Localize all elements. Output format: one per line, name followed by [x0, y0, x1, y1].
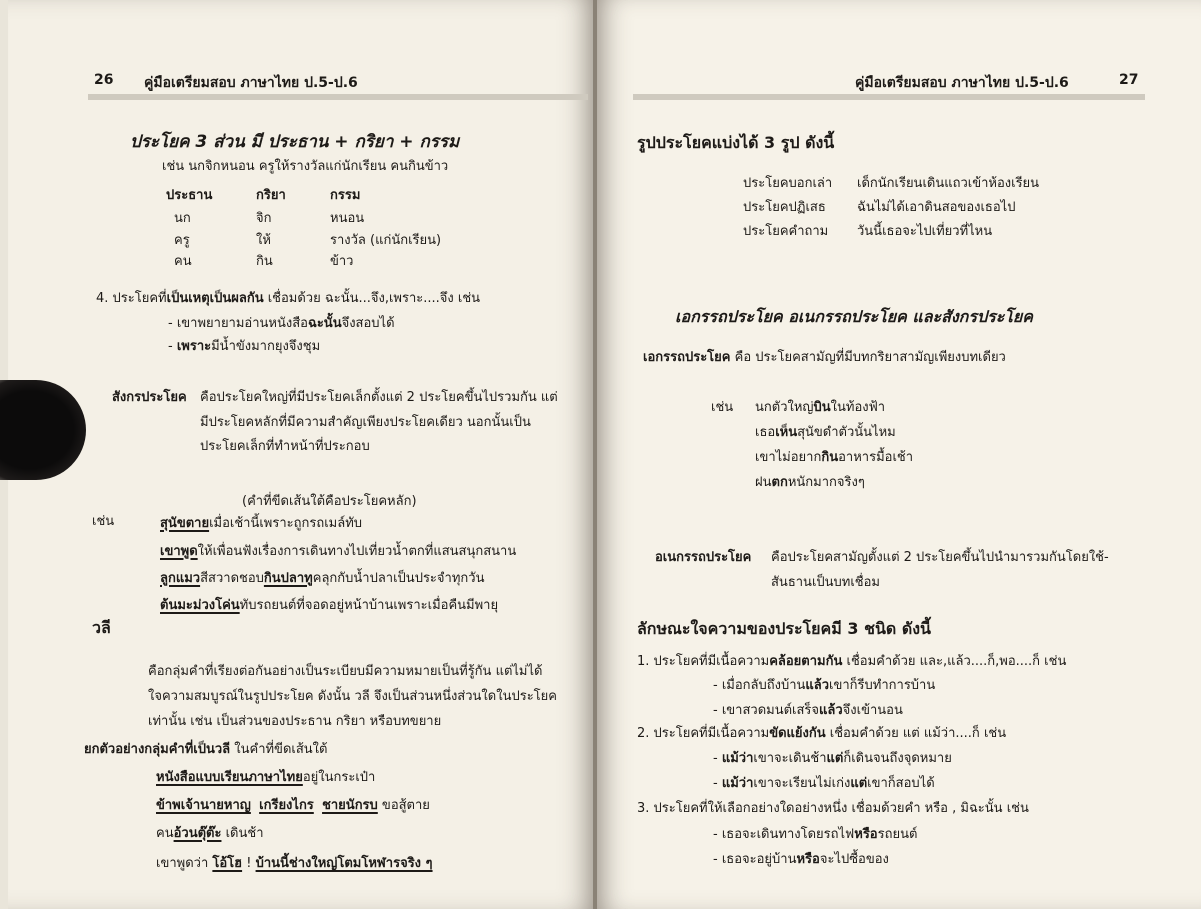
underline-note: (คำที่ขีดเส้นใต้คือประโยคหลัก) — [242, 494, 417, 509]
compound-def-line: คือประโยคสามัญตั้งแต่ 2 ประโยคขึ้นไปนำมารวมกันโดยใช้- — [771, 550, 1109, 565]
complex-def-line: มีประโยคหลักที่มีความสำคัญเพียงประโยคเดียว นอกนั้นเป็น — [200, 415, 531, 430]
phrase-example: คนอ้วนตุ๊ต๊ะ เดินช้า — [156, 826, 264, 841]
table-cell: ครู — [174, 233, 190, 248]
forms-heading: รูปประโยคแบ่งได้ 3 รูป ดังนี้ — [637, 133, 835, 152]
emphasis: เป็นเหตุเป็นผลกัน — [166, 291, 264, 306]
meaning-example: - เธอจะอยู่บ้านหรือจะไปซื้อของ — [713, 852, 889, 867]
table-cell: จิก — [256, 211, 272, 226]
form-example: วันนี้เธอจะไปเที่ยวที่ไหน — [857, 224, 993, 239]
section-heading: เอกรรถประโยค อเนกรรถประโยค และสังกรประโยค — [675, 307, 1033, 326]
meaning-example: - เมื่อกลับถึงบ้านแล้วเขาก็รีบทำการบ้าน — [713, 678, 936, 693]
item-4: 4. ประโยคที่เป็นเหตุเป็นผลกัน เชื่อมด้วย ฉะนั้น...จึง,เพราะ....จึง เช่น — [96, 291, 481, 306]
complex-example: ลูกแมวสีสวาดชอบกินปลาทูคลุกกับน้ำปลาเป็นประจำทุกวัน — [160, 571, 485, 586]
phrase-example-heading: ยกตัวอย่างกลุ่มคำที่เป็นวลี ในคำที่ขีดเส้นใต้ — [84, 742, 328, 757]
phrase-term: วลี — [92, 618, 111, 637]
meaning-example: - แม้ว่าเขาจะเรียนไม่เก่งแต่เขาก็สอบได้ — [713, 776, 935, 791]
simple-sentence-def: เอกรรถประโยค คือ ประโยคสามัญที่มีบทกริยาสามัญเพียงบทเดียว — [643, 350, 1006, 365]
table-header: ประธาน — [166, 188, 213, 203]
simple-sentence-term: เอกรรถประโยค — [643, 350, 731, 365]
complex-example: สุนัขตายเมื่อเช้านี้เพราะถูกรถเมล์ทับ — [160, 516, 363, 531]
table-cell: รางวัล (แก่นักเรียน) — [330, 233, 442, 248]
example-label: เช่น — [92, 514, 115, 529]
complex-def-line: ประโยคเล็กที่ทำหน้าที่ประกอบ — [200, 439, 370, 454]
table-header: กรรม — [330, 188, 361, 203]
table-header: กริยา — [256, 188, 286, 203]
table-cell: กิน — [256, 254, 273, 269]
compound-sentence-term: อเนกรรถประโยค — [655, 550, 752, 565]
compound-def-line: สันธานเป็นบทเชื่อม — [771, 575, 880, 590]
complex-example: ต้นมะม่วงโค่นทับรถยนต์ที่จอดอยู่หน้าบ้านเพราะเมื่อคืนมีพายุ — [160, 598, 499, 613]
table-cell: นก — [174, 211, 191, 226]
form-label: ประโยคบอกเล่า — [743, 176, 833, 191]
meaning-item-1: 1. ประโยคที่มีเนื้อความคล้อยตามกัน เชื่อมคำด้วย และ,แล้ว....ก็,พอ....ก็ เช่น — [637, 654, 1067, 669]
phrase-def-line: คือกลุ่มคำที่เรียงต่อกันอย่างเป็นระเบียบมีความหมายเป็นที่รู้กัน แต่ไม่ได้ — [148, 664, 543, 679]
form-label: ประโยคคำถาม — [743, 224, 829, 239]
phrase-example: หนังสือแบบเรียนภาษาไทยอยู่ในกระเป๋า — [156, 770, 376, 785]
table-cell: หนอน — [330, 211, 365, 226]
simple-example: เธอเห็นสุนัขดำตัวนั้นไหม — [755, 425, 896, 440]
meaning-item-2: 2. ประโยคที่มีเนื้อความขัดแย้งกัน เชื่อมคำด้วย แต่ แม้ว่า....ก็ เช่น — [637, 726, 1007, 741]
item-4-example: - เพราะมีน้ำขังมากยุงจึงชุม — [168, 339, 321, 354]
phrase-example: ข้าพเจ้านายหาญ เกรียงไกร ชายนักรบ ขอสู้ตาย — [156, 798, 430, 813]
simple-example: เขาไม่อยากกินอาหารมื้อเช้า — [755, 450, 914, 465]
simple-example: ฝนตกหนักมากจริงๆ — [755, 475, 865, 490]
form-label: ประโยคปฏิเสธ — [743, 200, 826, 215]
meaning-example: - เธอจะเดินทางโดยรถไฟหรือรถยนต์ — [713, 827, 918, 842]
complex-example: เขาพูดให้เพื่อนฟังเรื่องการเดินทางไปเที่ยวน้ำตกที่แสนสนุกสนาน — [160, 544, 517, 559]
header-rule — [88, 94, 588, 100]
meaning-item-3: 3. ประโยคที่ให้เลือกอย่างใดอย่างหนึ่ง เชื่อมด้วยคำ หรือ , มิฉะนั้น เช่น — [637, 801, 1029, 816]
left-page — [8, 0, 593, 909]
form-example: เด็กนักเรียนเดินแถวเข้าห้องเรียน — [857, 176, 1040, 191]
running-title: คู่มือเตรียมสอบ ภาษาไทย ป.5-ป.6 — [855, 75, 1069, 91]
example-label: เช่น — [711, 400, 734, 415]
meaning-example: - เขาสวดมนต์เสร็จแล้วจึงเข้านอน — [713, 703, 903, 718]
header-rule — [633, 94, 1145, 100]
example-line: เช่น นกจิกหนอน ครูให้รางวัลแก่นักเรียน คนกินข้าว — [162, 159, 449, 174]
form-example: ฉันไม่ได้เอาดินสอของเธอไป — [857, 200, 1016, 215]
right-page — [597, 0, 1201, 909]
complex-def-line: คือประโยคใหญ่ที่มีประโยคเล็กตั้งแต่ 2 ประโยคขึ้นไปรวมกัน แต่ — [200, 390, 558, 405]
table-cell: คน — [174, 254, 192, 269]
item-4-example: - เขาพยายามอ่านหนังสือฉะนั้นจึงสอบได้ — [168, 316, 395, 331]
phrase-def-line: ใจความสมบูรณ์ในรูปประโยค ดังนั้น วลี จึงเป็นส่วนหนึ่งส่วนใดในประโยค — [148, 689, 557, 704]
running-title: คู่มือเตรียมสอบ ภาษาไทย ป.5-ป.6 — [144, 75, 358, 91]
section-heading: ประโยค 3 ส่วน มี ประธาน + กริยา + กรรม — [130, 132, 460, 152]
table-cell: ข้าว — [330, 254, 354, 269]
table-cell: ให้ — [256, 233, 271, 248]
simple-example: นกตัวใหญ่บินในท้องฟ้า — [755, 400, 886, 415]
meaning-heading: ลักษณะใจความของประโยคมี 3 ชนิด ดังนี้ — [637, 619, 931, 638]
phrase-def-line: เท่านั้น เช่น เป็นส่วนของประธาน กริยา หรือบทขยาย — [148, 714, 442, 729]
page-number: 27 — [1119, 72, 1139, 88]
phrase-example: เขาพูดว่า โอ้โฮ ! บ้านนี้ช่างใหญ่โตมโหฬารจริง ๆ — [156, 856, 433, 871]
meaning-example: - แม้ว่าเขาจะเดินช้าแต่ก็เดินจนถึงจุดหมาย — [713, 751, 952, 766]
page-number: 26 — [94, 72, 114, 88]
complex-sentence-term: สังกรประโยค — [112, 390, 187, 405]
